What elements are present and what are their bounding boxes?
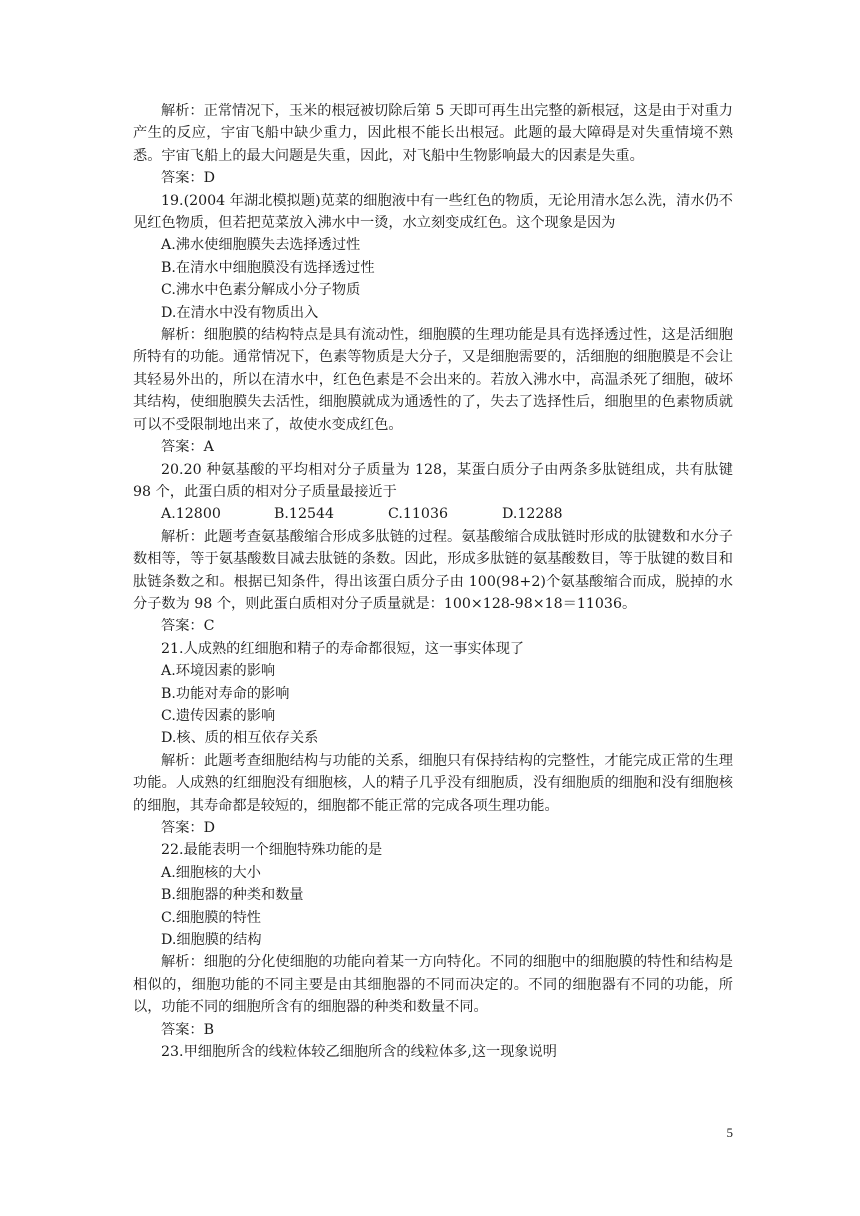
- question-21: 21.人成熟的红细胞和精子的寿命都很短，这一事实体现了: [161, 640, 525, 657]
- q22-option-c: C.细胞膜的特性: [161, 909, 261, 926]
- analysis-q21: 解析：此题考查细胞结构与功能的关系，细胞只有保持结构的完整性，才能完成正常的生理功能。人成熟的红细胞没有细胞核，人的精子几乎没有细胞质，没有细胞质的细胞和没有细胞核的细胞，其寿命都是较短的，细胞都不能正常的完成各项生理功能。: [133, 752, 733, 814]
- question-19: 19.(2004 年湖北模拟题)苋菜的细胞液中有一些红色的物质，无论用清水怎么洗，清水仍不见红色物质，但若把苋菜放入沸水中一烫，水立刻变成红色。这个现象是因为: [133, 192, 733, 232]
- q20-option-c: C.11036: [388, 506, 448, 523]
- analysis-q18: 解析：正常情况下，玉米的根冠被切除后第 5 天即可再生出完整的新根冠，这是由于对重力产生的反应，宇宙飞船中缺少重力，因此根不能长出根冠。此题的最大障碍是对失重情境不熟悉。宇宙飞船上的最大问题是失重，因此，对飞船中生物影响最大的因素是失重。: [133, 103, 733, 164]
- q20-option-b: B.12544: [274, 506, 335, 523]
- q19-option-b: B.在清水中细胞膜没有选择透过性: [161, 259, 375, 276]
- analysis-q22: 解析：细胞的分化使细胞的功能向着某一方向特化。不同的细胞中的细胞膜的特性和结构是相似的，细胞功能的不同主要是由其细胞器的不同而决定的。不同的细胞器有不同的功能，所以，功能不同的细胞所含有的细胞器的种类和数量不同。: [133, 954, 733, 1016]
- question-20: 20.20 种氨基酸的平均相对分子质量为 128，某蛋白质分子由两条多肽链组成，共有肽键 98 个，此蛋白质的相对分子质量最接近于: [133, 461, 733, 500]
- q22-option-a: A.细胞核的大小: [161, 864, 261, 881]
- q20-options: [133, 503, 733, 525]
- q22-option-d: D.细胞膜的结构: [161, 932, 262, 949]
- answer-q18: 答案：D: [161, 170, 215, 187]
- page-number: 5: [726, 1125, 733, 1140]
- q20-option-d: D.12288: [502, 506, 563, 523]
- analysis-q19: 解析：细胞膜的结构特点是具有流动性，细胞膜的生理功能是具有选择透过性，这是活细胞所特有的功能。通常情况下，色素等物质是大分子，又是细胞需要的，活细胞的细胞膜是不会让其轻易外出的，所以在清水中，红色色素是不会出来的。若放入沸水中，高温杀死了细胞，破坏其结构，使细胞膜失去活性，细胞膜就成为通透性的了，失去了选择性后，细胞里的色素物质就可以不受限制地出来了，故使水变成红色。: [133, 327, 733, 433]
- answer-q21: 答案：D: [161, 820, 215, 836]
- page-content: [133, 100, 733, 1063]
- q19-option-c: C.沸水中色素分解成小分子物质: [161, 282, 361, 299]
- answer-q19: 答案：A: [161, 439, 214, 456]
- analysis-q20: 解析：此题考查氨基酸缩合形成多肽链的过程。氨基酸缩合成肽链时形成的肽键数和水分子数相等，等于氨基酸数目减去肽链的条数。因此，形成多肽链的氨基酸数目，等于肽键的数目和肽链条数之和。根据已知条件，得出该蛋白质分子由 100(98+2)个氨基酸缩合而成，脱掉的水分子数为 98 个，则此蛋白质相对分子质量就是：100×128-98×18＝11036。: [133, 528, 733, 612]
- question-23: 23.甲细胞所含的线粒体较乙细胞所含的线粒体多,这一现象说明: [161, 1044, 557, 1061]
- q19-option-d: D.在清水中没有物质出入: [161, 304, 319, 321]
- q22-option-b: B.细胞器的种类和数量: [161, 887, 304, 904]
- q21-option-c: C.遗传因素的影响: [161, 707, 276, 724]
- answer-q20: 答案：C: [161, 618, 215, 635]
- answer-q22: 答案：B: [161, 1021, 214, 1038]
- q20-option-a: A.12800: [161, 506, 221, 523]
- q21-option-a: A.环境因素的影响: [161, 663, 276, 680]
- q19-option-a: A.沸水使细胞膜失去选择透过性: [161, 237, 361, 254]
- q21-option-d: D.核、质的相互依存关系: [161, 730, 319, 747]
- question-22: 22.最能表明一个细胞特殊功能的是: [161, 842, 383, 859]
- q21-option-b: B.功能对寿命的影响: [161, 685, 290, 702]
